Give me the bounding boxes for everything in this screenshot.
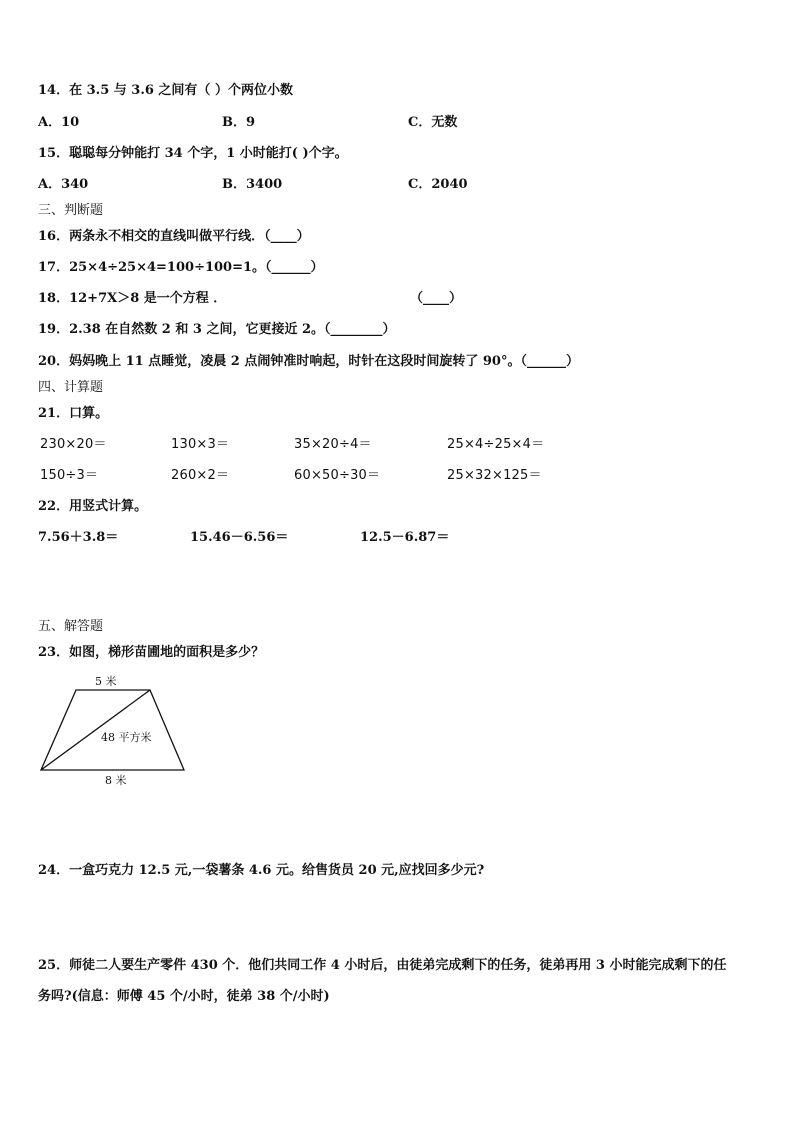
section-4-title: 四、计算题 (38, 380, 104, 395)
question-15-option-b: B．3400 (222, 177, 283, 192)
mental-calc-item: 260×2＝ (171, 468, 230, 483)
question-17: 17．25×4÷25×4=100÷100=1。（______） (38, 260, 324, 275)
trapezoid-figure (36, 670, 196, 792)
question-14-stem: 14．在 3.5 与 3.6 之间有（ ）个两位小数 (38, 83, 293, 98)
question-16: 16．两条永不相交的直线叫做平行线．（____） (38, 229, 310, 244)
question-15-option-c: C．2040 (408, 177, 468, 192)
question-21-stem: 21．口算。 (38, 406, 109, 421)
section-5-title: 五、解答题 (38, 619, 104, 634)
mental-calc-item: 230×20＝ (40, 437, 107, 452)
question-15-stem: 15．聪聪每分钟能打 34 个字，1 小时能打( )个字。 (38, 146, 348, 161)
mental-calc-item: 60×50÷30＝ (294, 468, 381, 483)
area-label: 48 平方米 (101, 731, 152, 744)
bottom-base-label: 8 米 (105, 774, 127, 787)
vertical-calc-item: 15.46－6.56＝ (190, 530, 289, 545)
question-14-option-c: C．无数 (408, 115, 458, 130)
mental-calc-item: 130×3＝ (171, 437, 230, 452)
vertical-calc-item: 12.5－6.87＝ (360, 530, 450, 545)
top-base-label: 5 米 (95, 675, 117, 688)
mental-calc-item: 25×32×125＝ (447, 468, 542, 483)
question-24: 24．一盒巧克力 12.5 元,一袋薯条 4.6 元。给售货员 20 元,应找回多少元? (38, 863, 485, 878)
question-14-option-a: A．10 (38, 115, 80, 130)
question-15-option-a: A．340 (38, 177, 89, 192)
question-20: 20．妈妈晚上 11 点睡觉，凌晨 2 点闹钟准时响起，时针在这段时间旋转了 90°。（______） (38, 354, 579, 369)
trapezoid-outline (41, 690, 184, 770)
question-14-option-b: B．9 (222, 115, 256, 130)
question-18: 18．12+7X＞8 是一个方程 ． (38, 291, 227, 306)
question-23-stem: 23．如图，梯形苗圃地的面积是多少？ (38, 645, 265, 660)
question-25-line-1: 25．师徒二人要生产零件 430 个．他们共同工作 4 小时后，由徒弟完成剩下的任务，徒弟再用 3 小时能完成剩下的任 (38, 958, 727, 973)
vertical-calc-item: 7.56＋3.8＝ (38, 530, 119, 545)
mental-calc-item: 150÷3＝ (40, 468, 99, 483)
section-3-title: 三、判断题 (38, 203, 104, 218)
question-18-blank: （____） (410, 291, 463, 306)
mental-calc-item: 25×4÷25×4＝ (447, 437, 545, 452)
trapezoid-diagonal (41, 690, 150, 770)
question-25-line-2: 务吗?(信息：师傅 45 个/小时，徒弟 38 个/小时) (38, 989, 330, 1004)
question-22-stem: 22．用竖式计算。 (38, 499, 148, 514)
question-19: 19．2.38 在自然数 2 和 3 之间，它更接近 2。（________） (38, 322, 396, 337)
mental-calc-item: 35×20÷4＝ (294, 437, 372, 452)
